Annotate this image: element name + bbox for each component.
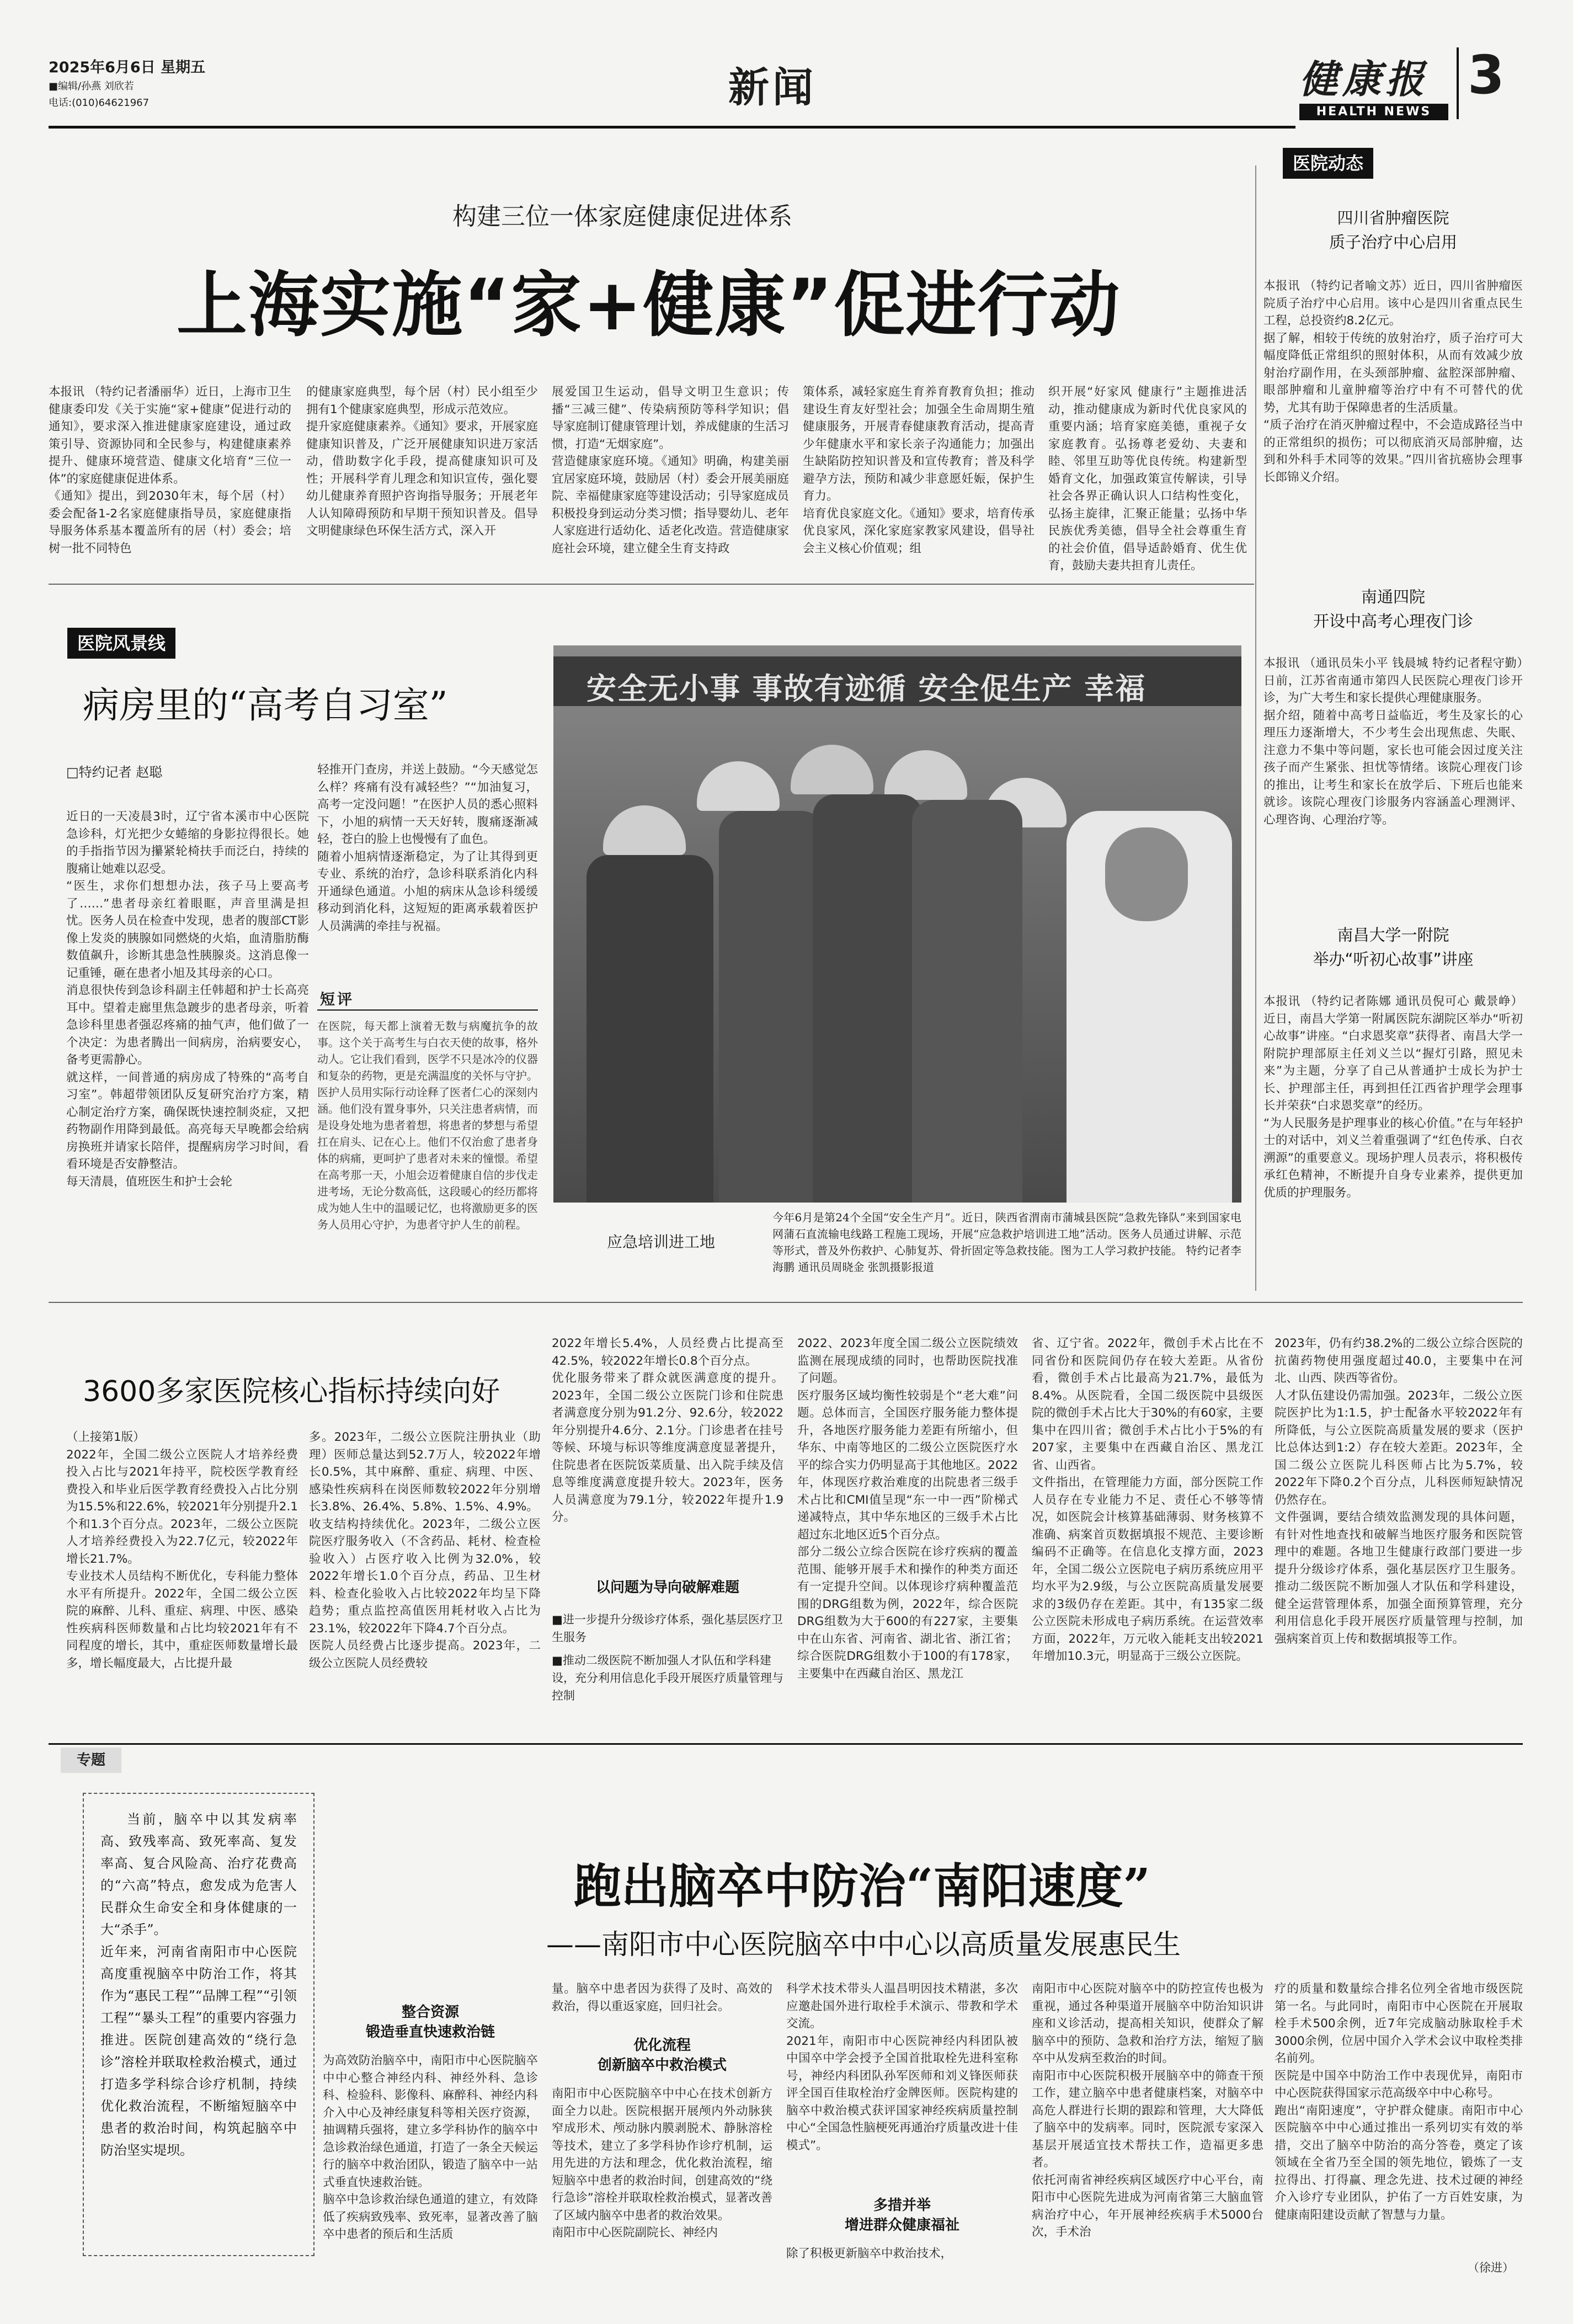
photo-label: 应急培训进工地 [607, 1233, 716, 1251]
hospital-subhead: 以问题为导向破解难题 [595, 1579, 739, 1596]
special-tag: 专题 [61, 1748, 121, 1773]
special-column: 南阳市中心医院对脑卒中的防控宣传也极为重视，通过各种渠道开展脑卒中防治知识讲座和义诊活动，提高相关知识，使群众了解脑卒中的预防、急救和治疗方法，缩短了脑卒中从发病至救治的时间。 南阳市中心医院积极开展脑卒中的筛查干预工作，建立脑卒中患者健康档案，对脑卒中高危人群进行长期的跟踪和管理，大大降低了脑卒中的发病率。同时，医院派专家深入基层开展适宜技术帮扶工作，造福更多患者。 依托河南省神经疾病区域医疗中心平台，南阳市中心医院先进成为河南省第三大脑血管病治疗中心，年开展神经疾病手术5000台次，手术治 [1032, 1982, 1263, 2239]
newspaper-logo: 健康报 [1299, 56, 1428, 102]
sidebar-item-title: 南通四院 开设中高考心理夜门诊 [1313, 587, 1473, 631]
sidebar-divider [1255, 165, 1256, 1291]
issue-date: 2025年6月6日 星期五 [49, 59, 206, 76]
comment-rule [317, 1009, 538, 1011]
masthead-rule [49, 126, 1295, 129]
lead-column: 策体系，减轻家庭生育养育教育负担；推动建设生育友好型社会；加强全生命周期生殖健康服务，开展青春健康教育活动，提高青少年健康水平和家长亲子沟通能力；加强出生缺陷防控知识普及和宣传教育；普及科学避孕方法，预防和减少非意愿妊娠，保护生育力。 培育优良家庭文化。《通知》要求，培育传承优良家风，深化家庭家教家风建设，倡导社会主义核心价值观；组 [803, 385, 1035, 555]
special-subhead: 多措并举 增进群众健康福祉 [844, 2197, 959, 2234]
hospital-column: 省、辽宁省。2022年，微创手术占比在不同省份和医院间仍存在较大差距。从省份看，微创手术占比最高为21.7%，最低为8.4%。从医院看，全国二级医院中县级医院的微创手术占比大于30%的有60家，主要集中在四川省；微创手术占比小于5%的有207家，主要集中在西藏自治区、黑龙江省、山西省。 文件指出，在管理能力方面，部分医院工作人员存在专业能力不足、责任心不够等情况，如医院会计核算基础薄弱、财务核算不准确、病案首页数据填报不规范、主要诊断编码不正确等。在信息化支撑方面，2023年，全国二级公立医院电子病历系统应用平均水平为2.9级，与公立医院高质量发展要求的3级仍存在差距。其中，有135家二级公立医院未形成电子病历系统。在运营效率方面，2022年，万元收入能耗支出较2021年增加10.3元，明显高于三级公立医院。 [1032, 1337, 1263, 1663]
hospital-news-tag: 医院动态 [1283, 148, 1373, 179]
worker [719, 811, 824, 1203]
lead-column: 织开展“好家风 健康行”主题推进活动，推动健康成为新时代优良家风的重要内涵；培育家庭美德，重视子女家庭教育。弘扬尊老爱幼、夫妻和睦、邻里互助等优良传统。构建新型婚育文化，加强政策宣传解读，引导社会各界正确认识人口结构性变化，弘扬主旋律，汇聚正能量；弘扬中华民族优秀美德，倡导全社会尊重生育的社会价值，倡导适龄婚育、优生优育，鼓励夫妻共担育儿责任。 [1048, 385, 1247, 573]
lead-column: 本报讯 （特约记者潘丽华）近日，上海市卫生健康委印发《关于实施“家+健康”促进行动的通知》，要求深入推进健康家庭建设，通过政策引导、资源协同和全民参与，构建健康素养提升、健康环境营造、健康文化培育“三位一体”的家庭健康促进体系。 《通知》提出，到2030年末，每个居（村）委会配备1-2名家庭健康指导员，家庭健康指导服务体系基本覆盖所有的居（村）委会；培树一批不同特色 [49, 385, 291, 555]
feature-column: 近日的一天凌晨3时，辽宁省本溪市中心医院急诊科，灯光把少女蜷缩的身影拉得很长。她的手指指节因为攥紧轮椅扶手而泛白，持续的腹痛让她难以忍受。 “医生，求你们想想办法，孩子马上要高考了……”患者母亲红着眼眶，声音里满是担忧。医务人员在检查中发现，患者的腹部CT影像上发炎的胰腺如同燃烧的火焰，血清脂肪酶数值飙升，诊断其患急性胰腺炎。这消息像一记重锤，砸在患者小旭及其母亲的心口。 消息很快传到急诊科副主任韩超和护士长高亮耳中。望着走廊里焦急踱步的患者母亲，听着急诊科里患者强忍疼痛的抽气声，他们做了一个决定：为患者腾出一间病房，治病要安心，备考更需静心。 就这样，一间普通的病房成了特殊的“高考自习室”。韩超带领团队反复研究治疗方案，精心制定治疗方案，确保既快速控制炎症，又把药物副作用降到最低。高亮每天早晚都会给病房换班并请家长陪伴，提醒病房学习时间，看看环境是否安静整洁。 每天清晨，值班医生和护士会轮 [66, 810, 309, 1189]
special-subheadline: ——南阳市中心医院脑卒中中心以高质量发展惠民生 [546, 1928, 1181, 1960]
news-photo [553, 645, 1241, 1203]
section-rule [49, 1302, 1523, 1303]
comment-label: 短评 [320, 991, 354, 1008]
logo-divider [1457, 47, 1459, 119]
masthead [0, 0, 1573, 127]
lead-column: 展爱国卫生运动，倡导文明卫生意识；传播“三减三健”、传染病预防等科学知识；倡导家庭制订健康管理计划，养成健康的生活习惯，打造“无烟家庭”。 营造健康家庭环境。《通知》明确，构建美丽宜居家庭环境，鼓励居（村）委会开展美丽庭院、幸福健康家庭等建设活动；引导家庭成员积极投身到运动分类习惯；指导婴幼儿、老年人家庭进行适幼化、适老化改造。营造健康家庭社会环境，建立健全生育支持政 [552, 385, 789, 555]
hospital-bullets [552, 1611, 783, 1738]
feature-tag: 医院风景线 [67, 628, 175, 659]
special-column: 量。脑卒中患者因为获得了及时、高效的救治，得以重返家庭，回归社会。 [552, 1982, 772, 2013]
page-number: 3 [1468, 44, 1505, 106]
lead-kicker: 构建三位一体家庭健康促进体系 [452, 202, 792, 231]
sidebar-item-title: 南昌大学一附院 举办“听初心故事”讲座 [1313, 926, 1474, 969]
hospital-column: 2022年增长5.4%，人员经费占比提高至42.5%，较2022年增长0.8个百分点。 优化服务带来了群众就医满意度的提升。2023年，全国二级公立医院门诊和住院患者满意度分别为91.2分、92.6分，较2022年分别提升4.6分、2.1分。门诊患者在挂号等候、环境与标识等维度满意度显著提升，住院患者在医院饭菜质量、出入院手续及信息等维度满意度提升较大。2023年，医务人员满意度为79.1分，较2022年提升1.9分。 [552, 1337, 783, 1524]
section-rule [49, 1743, 1523, 1745]
feature-column: 轻推开门查房，并送上鼓励。“今天感觉怎么样？疼痛有没有减轻些？”“加油复习，高考一定没问题！”在医护人员的悉心照料下，小旭的病情一天天好转，腹痛逐渐减轻，苍白的脸上也慢慢有了血色。 随着小旭病情逐渐稳定，为了让其得到更专业、系统的治疗，急诊科联系消化内科开通绿色通道。小旭的病床从急诊科缓缓移动到消化科，这短短的距离承载着医护人员满满的牵挂与祝福。 [317, 763, 538, 933]
feature-byline: □特约记者 赵聪 [66, 765, 163, 780]
hospital-column: 多。2023年，二级公立医院注册执业（助理）医师总量达到52.7万人，较2022年增长0.5%，其中麻醉、重症、病理、中医、感染性疾病科在岗医师数较2022年分别增长3.8%、26.4%、5.8%、1.5%、4.9%。 收支结构持续优化。2023年，二级公立医院医疗服务收入（不含药品、耗材、检查检验收入）占医疗收入比例为32.0%，较2022年增长1.0个百分点，药品、卫生材料、检查化验收入占比较2022年均呈下降趋势；重点监控高值医用耗材收入占比为23.1%，较2022年下降4.7个百分点。 医院人员经费占比逐步提高。2023年，二级公立医院人员经费较 [309, 1430, 541, 1670]
sidebar-item-body: 本报讯 （特约记者喻文苏）近日，四川省肿瘤医院质子治疗中心启用。该中心是四川省重点民生工程，总投资约8.2亿元。 据了解，相较于传统的放射治疗，质子治疗可大幅度降低正常组织的照射体积，从而有效减少放射治疗副作用，在头颈部肿瘤、盆腔深部肿瘤、眼部肿瘤和儿童肿瘤等治疗中有不可替代的优势，尤其有助于保障患者的生活质量。 “质子治疗在消灭肿瘤过程中，不会造成路径当中的正常组织的损伤；可以彻底消灭局部肿瘤，达到和外科手术同等的效果。”四川省抗癌协会理事长郎锦义介绍。 [1263, 279, 1523, 484]
hospital-column: 2022、2023年度全国二级公立医院绩效监测在展现成绩的同时，也帮助医院找准了问题。 医疗服务区域均衡性较弱是个“老大难”问题。总体而言，全国医疗服务能力整体提升，各地医疗服务能力差距有所缩小，但华东、中南等地区的二级公立医院医疗水平的综合实力仍明显高于其他地区。2022年，体现医疗救治难度的出院患者三级手术占比和CMI值呈现“东一中一西”阶梯式递减特点，其中华东地区的三级手术占比超过东北地区近5个百分点。 部分二级公立综合医院在诊疗疾病的覆盖范围、能够开展手术和操作的种类方面还有一定提升空间。以体现诊疗病种覆盖范围的DRG组数为例，2022年，综合医院DRG组数为大于600的有227家，主要集中在山东省、河南省、湖北省、浙江省；综合医院DRG组数小于100的有178家，主要集中在西藏自治区、黑龙江 [797, 1337, 1018, 1681]
special-intro: 当前，脑卒中以其发病率高、致残率高、致死率高、复发率高、复合风险高、治疗花费高的“六高”特点，愈发成为危害人民群众生命安全和身体健康的一大“杀手”。 近年来，河南省南阳市中心医院高度重视脑卒中防治工作，将其作为“惠民工程”“品牌工程”“引领工程”“暴头工程”的重要内容强力推进。医院创建高效的“绕行急诊”溶栓并联取栓救治模式，通过打造多学科综合诊疗机制，持续优化救治流程，不断缩短脑卒中患者的救治时间，构筑起脑卒中防治坚实堤坝。 [100, 1812, 297, 2158]
hospital-column: （上接第1版） 2022年，全国二级公立医院人才培养经费投入占比与2021年持平，院校医学教育经费投入和毕业后医学教育经费投入占比分别为15.5%和22.6%，较2021年分别提升2.1个和1.3个百分点。2023年，二级公立医院人才培养经费投入为22.7亿元，较2022年增长21.7%。 专业技术人员结构不断优化，专科能力整体水平有所提升。2022年，全国二级公立医院的麻醉、儿科、重症、病理、中医、感染性疾病科医师数量和占比均较2021年有不同程度的增长，其中，重症医师数量增长最多，增长幅度最大，占比提升最 [66, 1430, 298, 1670]
photo-caption [772, 1209, 1241, 1292]
bullet-point: ■推动二级医院不断加强人才队伍和学科建设，充分利用信息化手段开展医疗质量管理与控制 [552, 1654, 783, 1702]
newspaper-logo-english: HEALTH NEWS [1299, 104, 1448, 120]
page-phone: 电话:(010)64621967 [49, 97, 150, 109]
sidebar-item-title: 四川省肿瘤医院 质子治疗中心启用 [1329, 209, 1457, 252]
sidebar-item-body: 本报讯 （特约记者陈娜 通讯员倪可心 戴景峥）近日，南昌大学第一附属医院东湖院区举办“听初心故事”讲座。“白求恩奖章”获得者、南昌大学一附院护理部原主任刘义兰以“握灯引路，照见未来”为主题，分享了自己从普通护士成长为护士长、护理部主任，再到担任江西省护理学会理事长并荣获“白求恩奖章”的经历。 “为人民服务是护理事业的核心价值。”在与年轻护士的对话中，刘义兰着重强调了“红色传承、白衣溯源”的重要意义。现场护理人员表示，将积极传承红色精神，不断提升自身专业素养，提供更加优质的护理服务。 [1263, 995, 1523, 1200]
special-column: 疗的质量和数量综合排名位列全省地市级医院第一名。与此同时，南阳市中心医院在开展取栓手术500余例，近7年完成脑动脉取栓手术3000余例，位居中国介入学术会议中取栓类排名前列。 医院是中国卒中防治工作中表现优异，南阳市中心医院获得国家示范高级卒中中心称号。 跑出“南阳速度”，守护群众健康。南阳市中心医院脑卒中中心通过推出一系列切实有效的举措，交出了脑卒中防治的高分答卷，奠定了该领域在全省乃至全国的领先地位，锻炼了一支拉得出、打得赢、理念先进、技术过硬的神经介入诊疗专业团队，护佑了一方百姓安康，为健康南阳建设贡献了智慧与力量。 [1275, 1982, 1523, 2222]
comment-text: 在医院，每天都上演着无数与病魔抗争的故事。这个关于高考生与白衣天使的故事，格外动人。它让我们看到，医学不只是冰冷的仪器和复杂的药物，更是充满温度的关怀与守护。 医护人员用实际行动诠释了医者仁心的深刻内涵。他们没有置身事外，只关注患者病情，而是设身处地为患者着想，将患者的梦想与希望扛在肩头、记在心上。他们不仅治愈了患者身体的病痛，更呵护了患者对未来的憧憬。希望在高考那一天，小旭会迈着健康自信的步伐走进考场，无论分数高低，这段暖心的经历都将成为她人生中的温暖记忆，也将激励更多的医务人员用心守护，为患者守护人生的前程。 [317, 1019, 538, 1231]
page-editors: ■编辑/孙燕 刘欣若 [49, 81, 134, 92]
hospital-news-sidebar [1263, 190, 1523, 1299]
bullet-point: ■进一步提升分级诊疗体系，强化基层医疗卫生服务 [552, 1613, 783, 1644]
hard-hat [697, 761, 780, 811]
photo-banner-text: 安全无小事 事故有迹循 安全促生产 幸福 [586, 671, 1147, 706]
photo-caption-text: 今年6月是第24个全国“安全生产月”。近日，陕西省渭南市蒲城县医院“急救先锋队”来到国家电网蒲石直流输电线路工程施工现场，开展“应急救护培训进工地”活动。医务人员通过讲解、示范等形式，普及外伤救护、心肺复苏、骨折固定等急救技能。图为工人学习救护技能。 [772, 1211, 1241, 1257]
feature-headline: 病房里的“高考自习室” [83, 684, 448, 726]
special-column: 科学术技术带头人温昌明因技术精湛，多次应邀赴国外进行取栓手术演示、带教和学术交流。 2021年，南阳市中心医院神经内科团队被中国卒中学会授予全国首批取栓先进科室称号，神经内科团队孙军医师和刘义锋医师获评全国百佳取栓治疗金牌医师。医院构建的脑卒中救治模式获评国家神经疾病质量控制中心“全国急性脑梗死再通治疗质量改进十佳模式”。 [786, 1982, 1018, 2152]
hard-hat [603, 805, 686, 855]
special-intro-box [83, 1793, 314, 2256]
lead-column: 的健康家庭典型，每个居（村）民小组至少拥有1个健康家庭典型，形成示范效应。 提升家庭健康素养。《通知》要求，开展家庭健康知识普及，广泛开展健康知识进万家活动，借助数字化手段，提高健康知识可及性；开展科学育儿理念和知识宣传，强化婴幼儿健康养育照护咨询指导服务；开展老年人认知障碍预防和早期干预知识普及。倡导文明健康绿色环保生活方式，深入开 [306, 385, 538, 538]
section-title: 新闻 [728, 64, 817, 111]
lead-headline: 上海实施“家+健康”促进行动 [177, 264, 1121, 346]
special-headline: 跑出脑卒中防治“南阳速度” [574, 1858, 1150, 1914]
special-column: 为高效防治脑卒中，南阳市中心医院脑卒中中心整合神经内科、神经外科、急诊科、检验科、影像科、麻醉科、神经内科介入中心及神经康复科等相关医疗资源，抽调精兵强将，建立多学科协作的脑卒中急诊救治绿色通道，打造了一条全天候运行的脑卒中救治团队，锻造了脑卒中一站式垂直快速救治链。 脑卒中急诊救治绿色通道的建立，有效降低了疾病致残率、致死率，显著改善了脑卒中患者的预后和生活质 [323, 2054, 538, 2241]
worker [813, 794, 923, 1203]
doctor-head [1105, 827, 1188, 921]
special-subhead: 整合资源 锻造垂直快速救治链 [365, 2004, 495, 2040]
worker [912, 800, 1022, 1203]
special-byline-end: （徐进） [1468, 2261, 1514, 2274]
special-column: 除了积极更新脑卒中救治技术， [786, 2247, 953, 2261]
special-column: 南阳市中心医院脑卒中中心在技术创新方面全力以赴。医院根据开展颅内外动脉狭窄成形术、颅动脉内膜剥脱术、静脉溶栓等技术，建立了多学科协作诊疗机制，运用先进的方法和理念，优化救治流程，缩短脑卒中患者的救治时间，创建高效的“绕行急诊”溶栓并联取栓救治模式，显著改善了区域内脑卒中患者的救治效果。 南阳市中心医院副院长、神经内 [552, 2087, 772, 2240]
special-subhead: 优化流程 创新脑卒中救治模式 [597, 2037, 727, 2074]
worker [586, 855, 713, 1203]
hospital-column: 2023年，仍有约38.2%的二级公立综合医院的抗菌药物使用强度超过40.0，主要集中在河北、山西、陕西等省份。 人才队伍建设仍需加强。2023年，二级公立医院医护比为1:1.5，护士配备水平较2022年有所降低，与公立医院高质量发展的要求（医护比总体达到1:2）存在较大差距。2023年，全国二级公立医院儿科医师占比为5.7%，较2022年下降0.2个百分点，儿科医师短缺情况仍然存在。 文件强调，要结合绩效监测发现的具体问题，有针对性地查找和破解当地医疗服务和医院管理中的难题。各地卫生健康行政部门要进一步提升分级诊疗体系，强化基层医疗卫生服务。推动二级医院不断加强人才队伍和学科建设，健全运营管理体系，加强全面预算管理，充分利用信息化手段开展医疗质量管理与控制，加强病案首页上传和数据填报等工作。 [1275, 1337, 1523, 1646]
hard-hat [791, 745, 873, 794]
photo-credit: 特约记者李海鹏 通讯员周晓金 张凯摄影报道 [772, 1244, 1241, 1274]
section-rule [49, 584, 1254, 585]
hard-hat [884, 750, 967, 800]
sidebar-item-body: 本报讯 （通讯员朱小平 钱晨城 特约记者程守勤）日前，江苏省南通市第四人民医院心理夜门诊开诊，为广大考生和家长提供心理健康服务。 据介绍，随着中高考日益临近，考生及家长的心理压力逐渐增大，不少考生会出现焦虑、失眠、注意力不集中等问题，家长也可能会因过度关注孩子而产生紧张、担忧等情绪。该院心理夜门诊的推出，让考生和家长在放学后、下班后也能来就诊。该院心理夜门诊服务内容涵盖心理测评、心理咨询、心理治疗等。 [1263, 656, 1523, 827]
hospital-headline: 3600多家医院核心指标持续向好 [83, 1375, 500, 1408]
